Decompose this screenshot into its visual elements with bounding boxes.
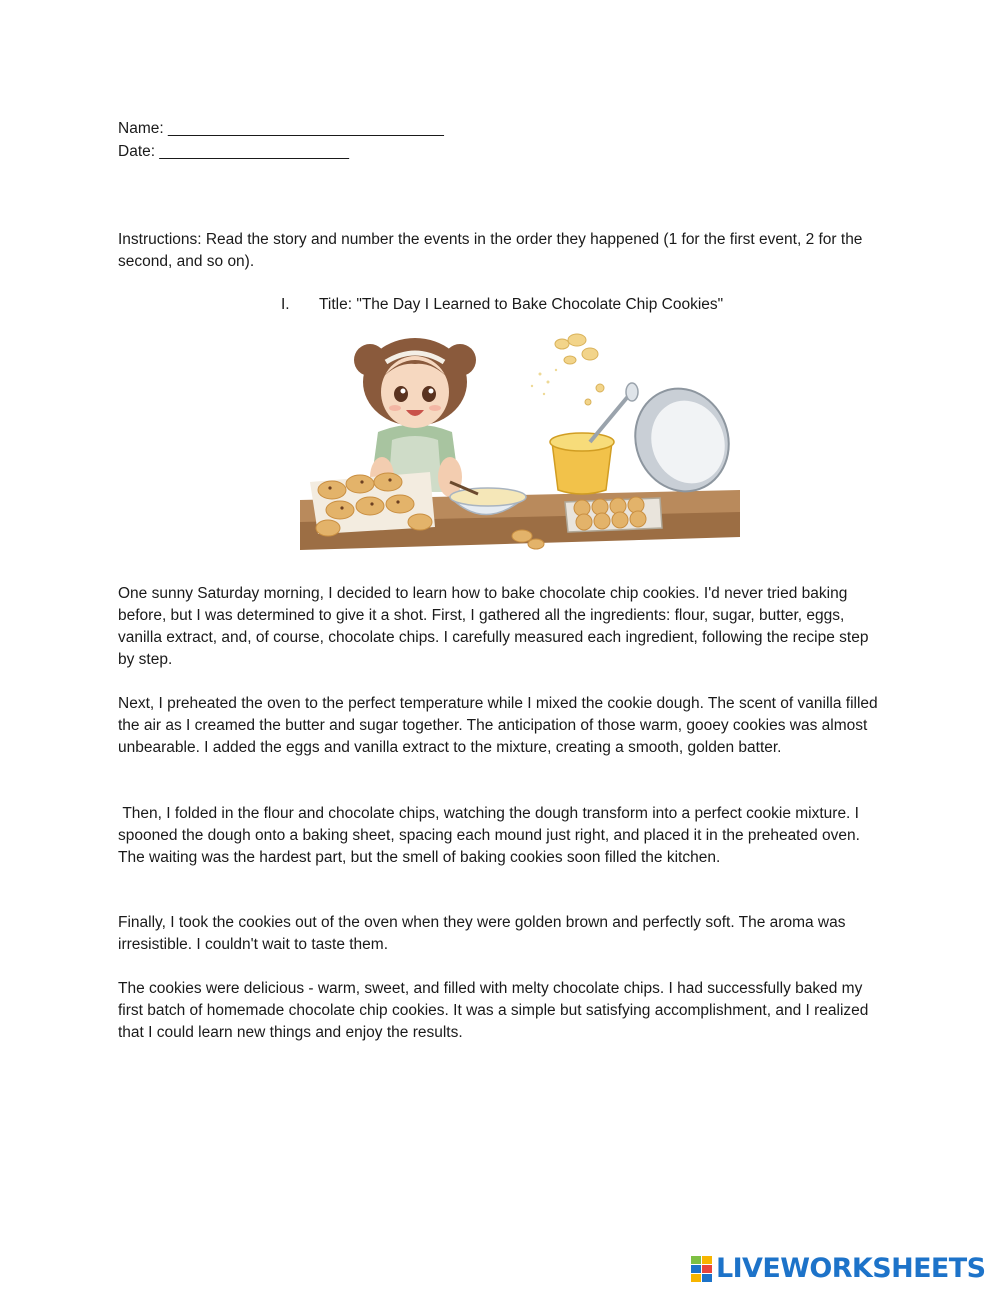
- story-paragraph: One sunny Saturday morning, I decided to learn how to bake chocolate chip cookies. I'd never tried baking before, but I was determined to give it a shot. First, I gathered all the ingredients: flour, sugar, butter, eggs, vanilla extract, and, of course, chocolate chips. I carefully measured each ingredient, following the recipe step by step.: [118, 585, 869, 668]
- name-field-label: Name: ________________________________: [118, 120, 444, 137]
- liveworksheets-logo[interactable]: [691, 1252, 991, 1286]
- story-title: [281, 294, 723, 316]
- story-title-text: Title: "The Day I Learned to Bake Chocolate Chip Cookies": [319, 296, 724, 313]
- story-paragraph: Finally, I took the cookies out of the oven when they were golden brown and perfectly soft. The aroma was irresistible. I couldn't wait to taste them.: [118, 914, 846, 953]
- brand-name: LIVEWORKSHEETS: [716, 1253, 986, 1284]
- girl-baking-cookies-illustration: [300, 322, 740, 562]
- story-paragraph: Then, I folded in the flour and chocolate chips, watching the dough transform into a perfect cookie mixture. I spooned the dough onto a baking sheet, spacing each mound just right, and placed it in the preheated oven. The waiting was the hardest part, but the smell of baking cookies soon filled the kitchen.: [118, 805, 864, 866]
- liveworksheets-logo-icon: [691, 1256, 713, 1282]
- date-field-label: Date: ______________________: [118, 143, 350, 160]
- story-paragraph: The cookies were delicious - warm, sweet, and filled with melty chocolate chips. I had successfully baked my first batch of homemade chocolate chip cookies. It was a simple but satisfying accomplishment, and I realized that I could learn new things and enjoy the results.: [118, 980, 869, 1041]
- story-number: I.: [281, 296, 290, 313]
- instructions: Instructions: Read the story and number the events in the order they happened (1 for the first event, 2 for the second, and so on).: [118, 231, 863, 270]
- story-paragraph: Next, I preheated the oven to the perfect temperature while I mixed the cookie dough. The scent of vanilla filled the air as I creamed the butter and sugar together. The anticipation of those warm, gooey cookies was almost unbearable. I added the eggs and vanilla extract to the mixture, creating a smooth, golden batter.: [118, 695, 878, 756]
